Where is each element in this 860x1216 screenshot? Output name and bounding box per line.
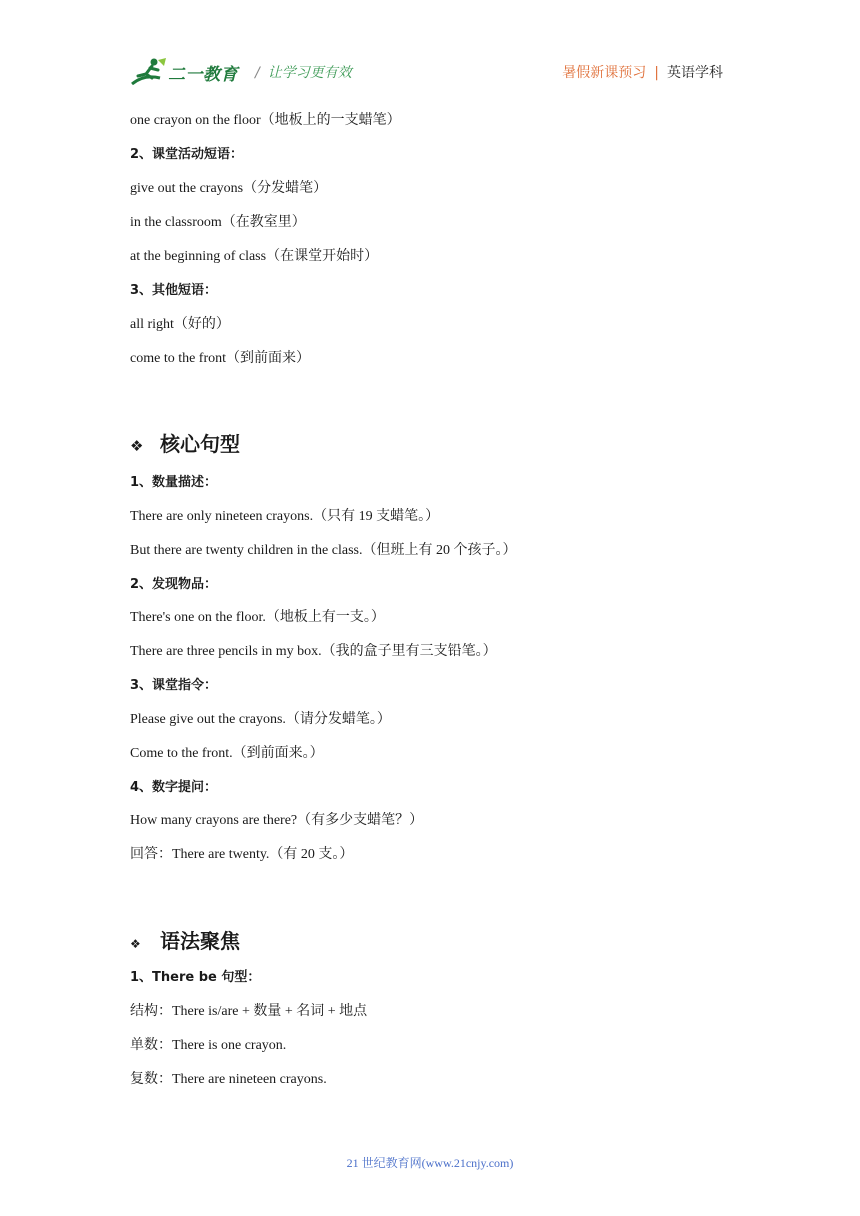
diamond-bullet-icon: ❖	[130, 937, 141, 951]
phrase-line: at the beginning of class（在课堂开始时）	[130, 249, 379, 264]
logo	[130, 56, 250, 90]
sentence-line: 回答：There are twenty.（有 20 支。）	[130, 847, 354, 862]
phrase-line: give out the crayons（分发蜡笔）	[130, 181, 328, 196]
sentence-line: Please give out the crayons.（请分发蜡笔。）	[130, 712, 391, 727]
section-heading-grammar-focus	[130, 925, 240, 954]
slogan-text: 让学习更有效	[267, 65, 352, 81]
header-separator: |	[654, 65, 659, 81]
phrase-line: come to the front（到前面来）	[130, 351, 311, 366]
grammar-line: 复数：There are nineteen crayons.	[130, 1072, 327, 1087]
sentence-line: There's one on the floor.（地板上有一支。）	[130, 610, 385, 625]
subject-label: 英语学科	[667, 65, 723, 81]
grammar-line: 结构：There is/are + 数量 + 名词 + 地点	[130, 1004, 368, 1019]
sentence-line: How many crayons are there?（有多少支蜡笔？）	[130, 813, 424, 828]
subheading: 3、其他短语：	[130, 283, 218, 298]
phrase-line: all right（好的）	[130, 317, 230, 332]
header-course-info	[562, 62, 723, 82]
sentence-line: But there are twenty children in the class.（但班上有 20 个孩子。）	[130, 543, 517, 558]
course-label: 暑假新课预习	[562, 65, 647, 81]
subheading: 4、数字提问：	[130, 780, 218, 795]
sentence-line: There are three pencils in my box.（我的盒子里有三支铅笔。）	[130, 644, 497, 659]
page-footer: 21 世纪教育网(www.21cnjy.com)	[346, 1156, 514, 1170]
slogan	[255, 62, 352, 82]
subheading: 2、发现物品：	[130, 577, 218, 592]
sentence-line: There are only nineteen crayons.（只有 19 支蜡笔。）	[130, 509, 440, 524]
section-heading-core-sentences	[130, 428, 240, 457]
phrase-line: one crayon on the floor（地板上的一支蜡笔）	[130, 113, 401, 128]
phrase-line: in the classroom（在教室里）	[130, 215, 306, 230]
grammar-line: 单数：There is one crayon.	[130, 1038, 287, 1053]
slogan-slash: /	[255, 65, 260, 81]
runner-logo-icon	[130, 56, 170, 90]
subheading: 2、课堂活动短语：	[130, 147, 244, 162]
logo-text: 二一教育	[168, 65, 238, 85]
page-header	[0, 0, 860, 100]
section-title: 核心句型	[160, 432, 240, 456]
diamond-bullet-icon: ❖	[130, 437, 144, 455]
subheading: 1、There be 句型：	[130, 970, 261, 985]
sentence-line: Come to the front.（到前面来。）	[130, 746, 324, 761]
section-title: 语法聚焦	[160, 929, 240, 953]
subheading: 1、数量描述：	[130, 475, 218, 490]
subheading: 3、课堂指令：	[130, 678, 218, 693]
